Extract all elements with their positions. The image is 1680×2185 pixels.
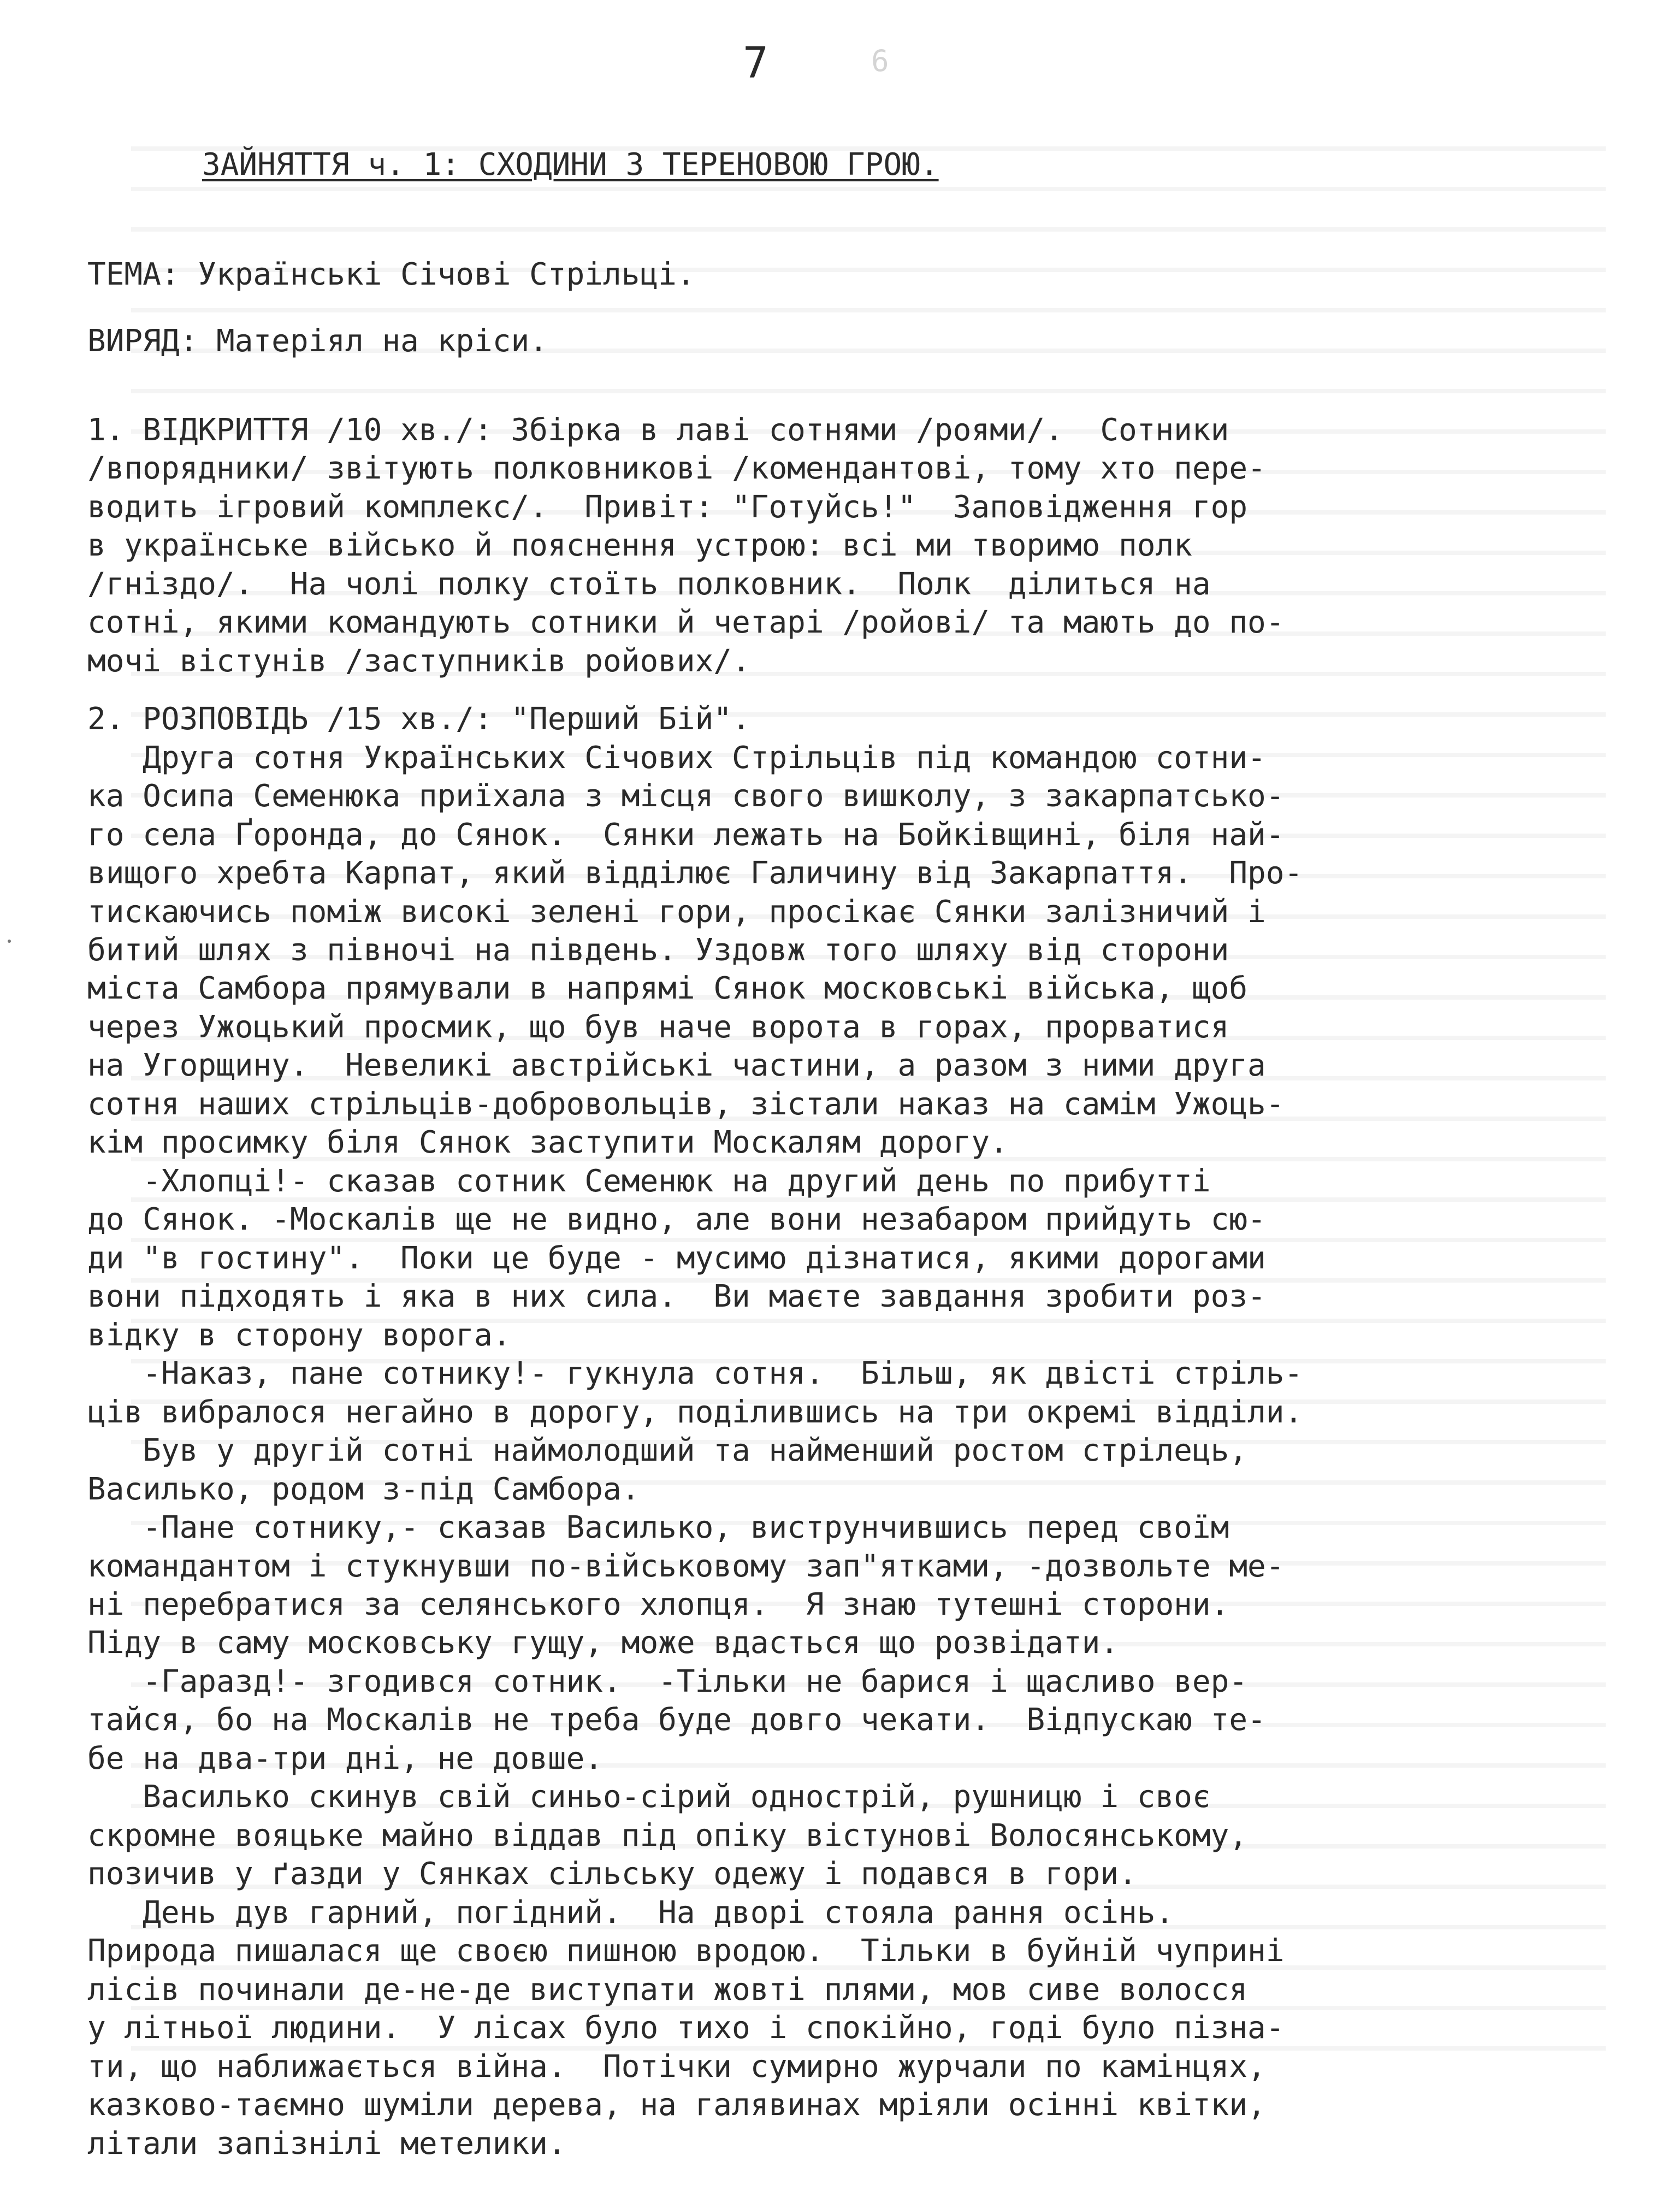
text-line: День дув гарний, погідний. На дворі стояла рання осінь. xyxy=(87,1895,1174,1930)
text-line: -Хлопці!- сказав сотник Семенюк на другий день по прибутті xyxy=(87,1164,1211,1199)
text-line: бе на два-три дні, не довше. xyxy=(87,1741,604,1776)
text-line: вищого хребта Карпат, який відділює Галичину від Закарпаття. Про- xyxy=(87,855,1303,891)
text-line: лісів починали де-не-де виступати жовті плями, мов сиве волосся xyxy=(87,1972,1248,2007)
text-line: у літньої людини. У лісах було тихо і спокійно, годі було пізна- xyxy=(87,2010,1285,2046)
text-line: 1. ВІДКРИТТЯ /10 хв./: Збірка в лаві сотнями /роями/. Сотники xyxy=(87,412,1229,448)
text-line: мочі вістунів /заступників ройових/. xyxy=(87,643,750,679)
text-line: ні перебратися за селянського хлопця. Я знаю тутешні сторони. xyxy=(87,1587,1229,1622)
ghost-page-number: 6 xyxy=(871,44,889,78)
text-line: битий шлях з півночі на південь. Уздовж того шляху від сторони xyxy=(87,932,1229,968)
text-line: сотня наших стрільців-добровольців, зістали наказ на самім Ужоць- xyxy=(87,1086,1285,1122)
text-line: в українське військо й пояснення устрою: всі ми творимо полк xyxy=(87,528,1192,563)
text-line: водить ігровий комплекс/. Привіт: "Готуйсь!" Заповідження гор xyxy=(87,489,1248,525)
text-line: Друга сотня Українських Січових Стрільців під командою сотни- xyxy=(87,740,1266,776)
text-line: кім просимку біля Сянок заступити Москалям дорогу. xyxy=(87,1125,1008,1160)
text-line: через Ужоцький просмик, що був наче ворота в горах, прорватися xyxy=(87,1009,1229,1045)
text-line: 2. РОЗПОВІДЬ /15 хв./: "Перший Бій". xyxy=(87,701,750,737)
text-line: на Угорщину. Невеликі австрійські частини, а разом з ними друга xyxy=(87,1048,1266,1083)
text-line: Був у другій сотні наймолодший та найменший ростом стрілець, xyxy=(87,1433,1248,1468)
text-line: ВИРЯД: Матеріял на кріси. xyxy=(87,323,548,359)
text-line: ка Осипа Семенюка приїхала з місця свого вишколу, з закарпатсько- xyxy=(87,778,1285,814)
text-line: /гніздо/. На чолі полку стоїть полковник. Полк ділиться на xyxy=(87,566,1211,602)
text-line: /впорядники/ звітують полковникові /комендантові, тому хто пере- xyxy=(87,451,1266,486)
text-line: відку в сторону ворога. xyxy=(87,1318,511,1353)
text-line: літали запізнілі метелики. xyxy=(87,2126,566,2162)
text-line: сотні, якими командують сотники й четарі /ройові/ та мають до по- xyxy=(87,605,1285,640)
text-line: командантом і стукнувши по-військовому зап"ятками, -дозвольте ме- xyxy=(87,1549,1285,1584)
text-line: позичив у ґазди у Сянках сільську одежу і подався в гори. xyxy=(87,1856,1137,1892)
text-line: Піду в саму московську гущу, може вдасться що розвідати. xyxy=(87,1625,1119,1661)
text-line: казково-таємно шуміли дерева, на галявинах мріяли осінні квітки, xyxy=(87,2087,1266,2123)
text-line: ців вибралося негайно в дорогу, поділившись на три окремі відділи. xyxy=(87,1395,1303,1430)
page-number: 7 xyxy=(743,39,768,88)
text-line: Василько скинув свій синьо-сірий однострій, рушницю і своє xyxy=(87,1779,1211,1815)
text-line: тайся, бо на Москалів не треба буде довго чекати. Відпускаю те- xyxy=(87,1702,1266,1738)
text-line: -Пане сотнику,- сказав Василько, виструнчившись перед своїм xyxy=(87,1510,1229,1545)
text-line: Природа пишалася ще своєю пишною вродою. Тільки в буйній чуприні xyxy=(87,1933,1285,1969)
text-line: скромне вояцьке майно віддав під опіку вістунові Волосянському, xyxy=(87,1818,1248,1853)
lesson-heading: ЗАЙНЯТТЯ ч. 1: СХОДИНИ З ТЕРЕНОВОЮ ГРОЮ. xyxy=(202,147,939,182)
text-line: ти, що наближається війна. Потічки сумирно журчали по камінцях, xyxy=(87,2049,1266,2084)
text-line: до Сянок. -Москалів ще не видно, але вони незабаром прийдуть сю- xyxy=(87,1202,1266,1237)
text-line: тискаючись поміж високі зелені гори, просікає Сянки залізничий і xyxy=(87,894,1266,930)
text-line: -Гаразд!- згодився сотник. -Тільки не барися і щасливо вер- xyxy=(87,1664,1248,1699)
margin-dot xyxy=(8,940,11,943)
text-line: Василько, родом з-під Самбора. xyxy=(87,1472,640,1507)
text-line: го села Ґоронда, до Сянок. Сянки лежать на Бойківщині, біля най- xyxy=(87,817,1285,853)
text-line: міста Самбора прямували в напрямі Сянок московські війська, щоб xyxy=(87,971,1248,1006)
text-line: -Наказ, пане сотнику!- гукнула сотня. Більш, як двісті стріль- xyxy=(87,1356,1303,1391)
text-line: вони підходять і яка в них сила. Ви маєте завдання зробити роз- xyxy=(87,1279,1266,1314)
text-line: ди "в гостину". Поки це буде - мусимо дізнатися, якими дорогами xyxy=(87,1241,1266,1276)
text-line: ТЕМА: Українські Січові Стрільці. xyxy=(87,257,695,292)
